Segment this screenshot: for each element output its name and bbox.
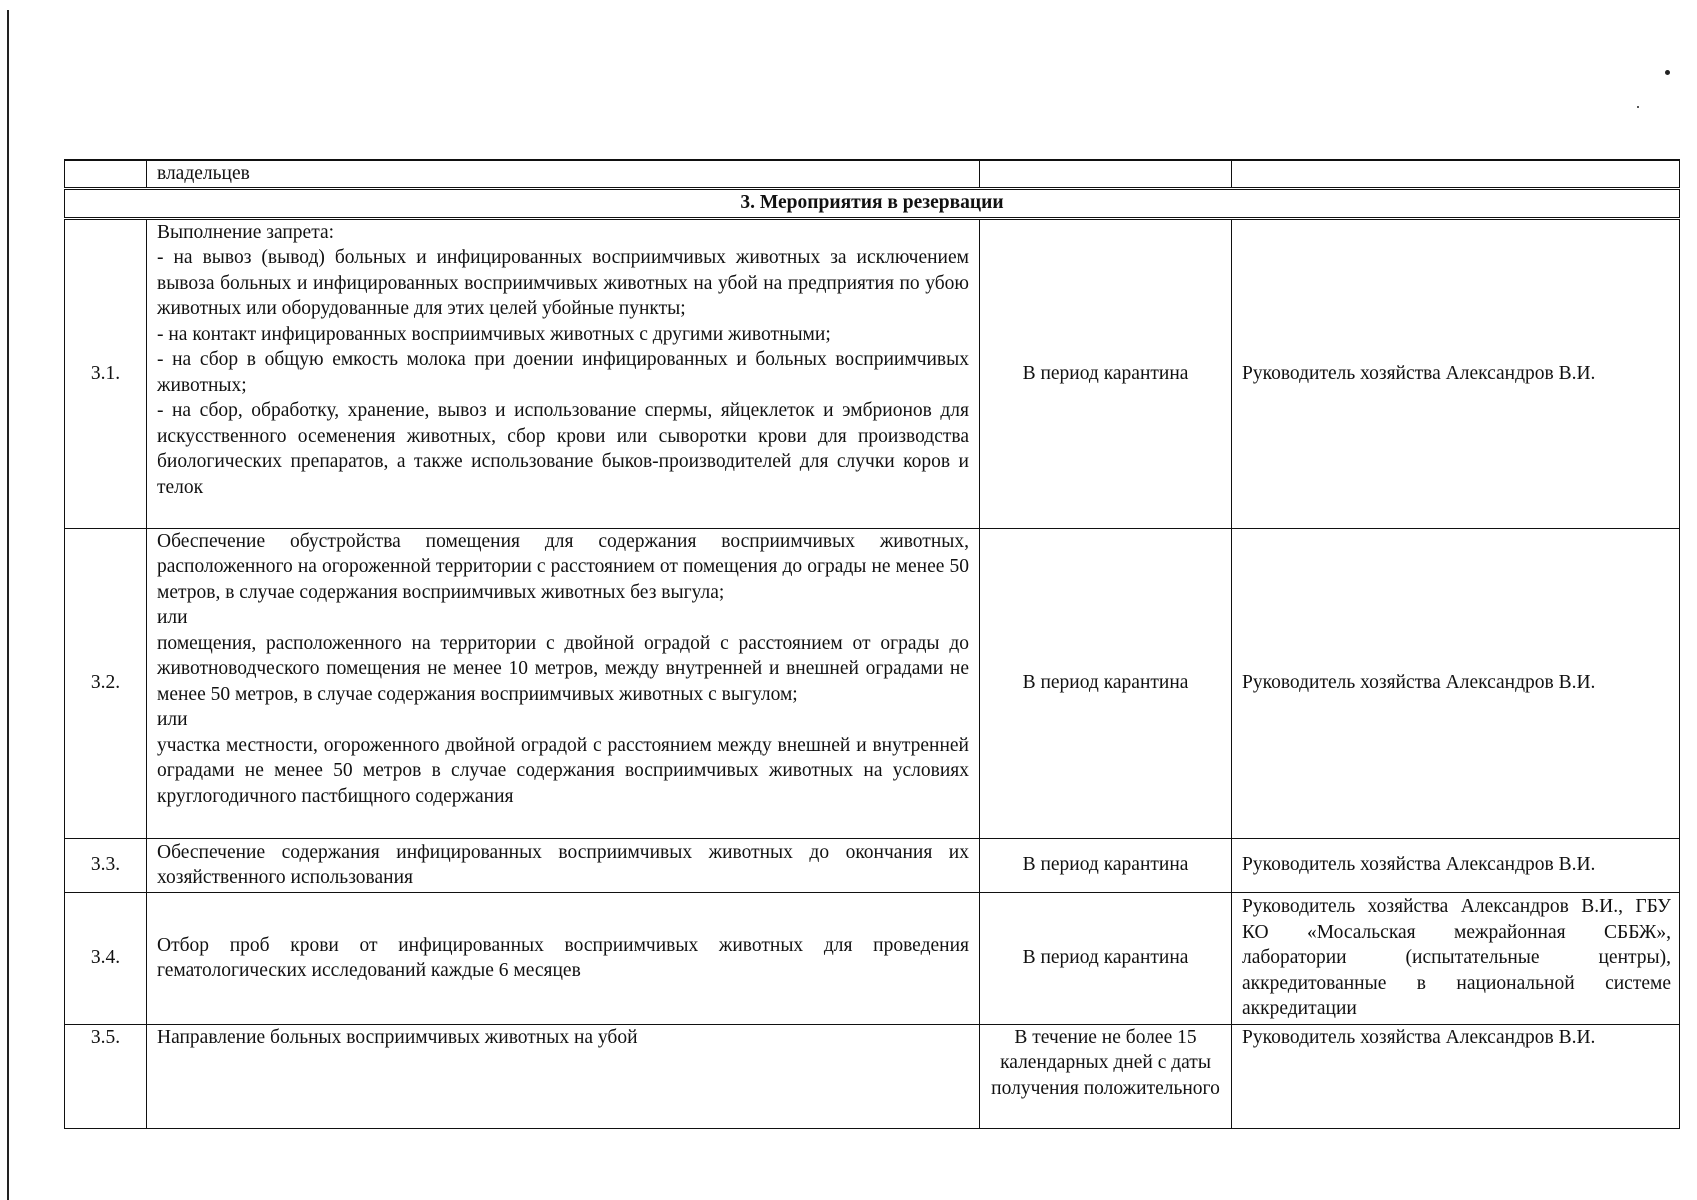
row-number: 3.1. bbox=[65, 218, 147, 528]
table-row bbox=[65, 838, 1680, 892]
table-row bbox=[65, 160, 1680, 188]
measure-text: Отбор проб крови от инфицированных восприимчивых животных для проведения гематологических исследований каждые 6 месяцев bbox=[147, 892, 980, 1024]
table-row bbox=[65, 892, 1680, 1024]
text-line: или bbox=[157, 709, 188, 730]
text-line: - на сбор в общую емкость молока при доении инфицированных и больных восприимчивых животных; bbox=[157, 349, 969, 396]
section-header-row bbox=[65, 188, 1680, 218]
text-line: - на вывоз (вывод) больных и инфицированных восприимчивых животных за исключением вывоза больных и инфицированных восприимчивых животных на убой на предприятия по убою животных или оборудованные для этих целей убойные пункты; bbox=[157, 247, 969, 319]
measure-text: Направление больных восприимчивых животных на убой bbox=[147, 1024, 980, 1128]
measures-table bbox=[64, 159, 1680, 1129]
scan-speck bbox=[1665, 70, 1670, 75]
responsible-cell: Руководитель хозяйства Александров В.И. bbox=[1232, 528, 1680, 838]
responsible-cell: Руководитель хозяйства Александров В.И. bbox=[1232, 1024, 1680, 1128]
table-row bbox=[65, 1024, 1680, 1128]
period-cell: В период карантина bbox=[980, 838, 1232, 892]
text-line: участка местности, огороженного двойной оградой с расстоянием между внешней и внутренней оградами не менее 50 метров в случае содержания восприимчивых животных на условиях круглогодичного пастбищного содержания bbox=[157, 734, 969, 807]
table-row bbox=[65, 218, 1680, 528]
period-cell: В период карантина bbox=[980, 892, 1232, 1024]
scan-speck bbox=[1637, 106, 1639, 108]
row-number: 3.4. bbox=[65, 892, 147, 1024]
responsible-cell: Руководитель хозяйства Александров В.И. bbox=[1232, 218, 1680, 528]
table-row bbox=[65, 528, 1680, 838]
measure-text bbox=[147, 218, 980, 528]
row-number: 3.5. bbox=[65, 1024, 147, 1128]
responsible-cell: Руководитель хозяйства Александров В.И. bbox=[1232, 838, 1680, 892]
responsible-cell: Руководитель хозяйства Александров В.И., ГБУ КО «Мосальская межрайонная СББЖ», лаборатории (испытательные центры), аккредитованные в национальной системе аккредитации bbox=[1232, 892, 1680, 1024]
measure-text: владельцев bbox=[147, 160, 980, 188]
text-line: или bbox=[157, 607, 188, 628]
responsible-cell bbox=[1232, 160, 1680, 188]
period-cell: В течение не более 15 календарных дней с даты получения положительного bbox=[980, 1024, 1232, 1128]
measure-text bbox=[147, 528, 980, 838]
row-number: 3.3. bbox=[65, 838, 147, 892]
text-line: - на контакт инфицированных восприимчивых животных с другими животными; bbox=[157, 323, 831, 345]
text-line: помещения, расположенного на территории с двойной оградой с расстоянием от ограды до животноводческого помещения не менее 10 метров, между внутренней и внешней оградами не менее 50 метров, в случае содержания восприимчивых животных с выгулом; bbox=[157, 632, 969, 705]
row-number: 3.2. bbox=[65, 528, 147, 838]
row-number bbox=[65, 160, 147, 188]
page-margin-line bbox=[7, 10, 9, 1200]
text-line: Обеспечение обустройства помещения для содержания восприимчивых животных, расположенного на огороженной территории с расстоянием от помещения до ограды не менее 50 метров, в случае содержания восприимчивых животных без выгула; bbox=[157, 530, 969, 603]
period-cell bbox=[980, 160, 1232, 188]
section-title: 3. Мероприятия в резервации bbox=[65, 188, 1680, 218]
period-cell: В период карантина bbox=[980, 218, 1232, 528]
period-cell: В период карантина bbox=[980, 528, 1232, 838]
text-line: - на сбор, обработку, хранение, вывоз и использование спермы, яйцеклеток и эмбрионов для искусственного осеменения животных, сбор крови или сыворотки крови для производства биологических препаратов, а также использование быков-производителей для случки коров и телок bbox=[157, 400, 969, 498]
text-line: Выполнение запрета: bbox=[157, 221, 335, 243]
measure-text: Обеспечение содержания инфицированных восприимчивых животных до окончания их хозяйственного использования bbox=[147, 838, 980, 892]
